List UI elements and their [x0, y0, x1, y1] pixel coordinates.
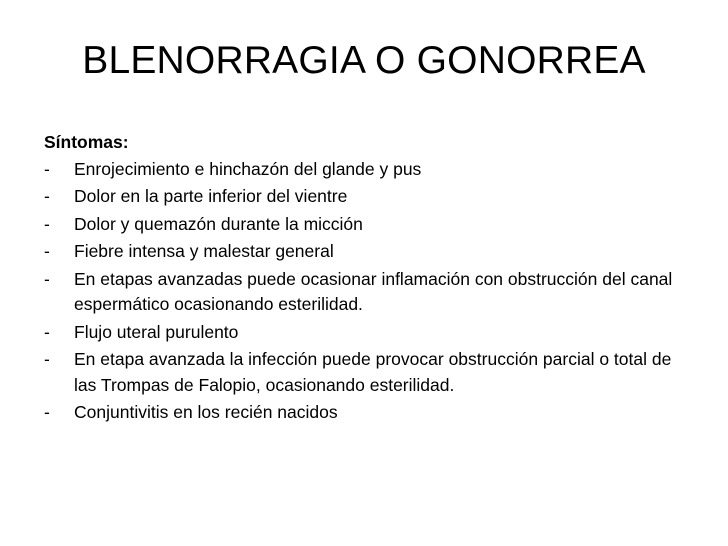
- symptoms-list: [44, 157, 694, 426]
- list-item-text: En etapa avanzada la infección puede provocar obstrucción parcial o total de las Trompas de Falopio, ocasionando esterilidad.: [74, 349, 672, 395]
- list-item: [44, 267, 694, 318]
- list-item-text: Conjuntivitis en los recién nacidos: [74, 402, 338, 422]
- slide-content: [44, 130, 694, 428]
- list-item: [44, 212, 694, 238]
- bullet-dash: -: [44, 186, 50, 206]
- list-item: [44, 184, 694, 210]
- list-item-text: Flujo uteral purulento: [74, 321, 239, 342]
- bullet-dash: -: [44, 241, 50, 261]
- bullet-dash: -: [44, 402, 50, 422]
- list-item: [44, 157, 694, 183]
- list-item: [44, 320, 694, 346]
- slide-title: BLENORRAGIA O GONORREA: [82, 39, 646, 82]
- list-item-text: Fiebre intensa y malestar general: [74, 241, 334, 261]
- list-item: [44, 347, 694, 398]
- bullet-dash: -: [44, 158, 50, 179]
- bullet-dash: -: [44, 213, 50, 234]
- list-item-text: Dolor y quemazón durante la micción: [74, 213, 363, 234]
- list-item: [44, 400, 694, 426]
- symptoms-heading: Síntomas:: [44, 132, 129, 152]
- bullet-dash: -: [44, 349, 50, 369]
- list-item-text: Enrojecimiento e hinchazón del glande y pus: [74, 158, 422, 179]
- list-item-text: En etapas avanzadas puede ocasionar inflamación con obstrucción del canal espermático ocasionando esterilidad.: [74, 268, 673, 314]
- list-item-text: Dolor en la parte inferior del vientre: [74, 186, 348, 206]
- bullet-dash: -: [44, 321, 50, 342]
- list-item: [44, 239, 694, 265]
- bullet-dash: -: [44, 268, 50, 289]
